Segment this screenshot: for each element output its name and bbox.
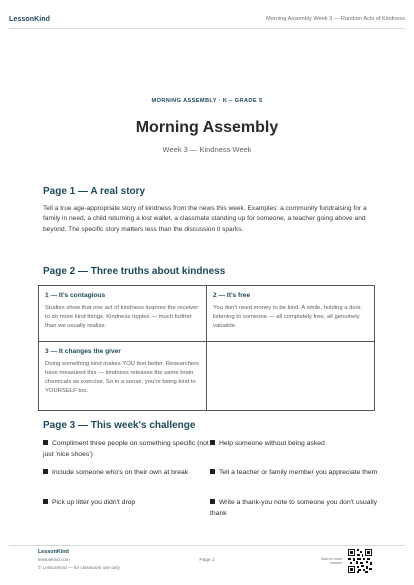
footer-website: lessonkind.com <box>38 557 70 562</box>
challenge-text: Tell a teacher or family member you appreciate them <box>219 469 378 476</box>
challenge-item <box>210 497 378 519</box>
checkbox-square-icon <box>210 499 215 504</box>
truth-cell <box>39 286 207 342</box>
top-header <box>9 12 405 26</box>
truth-text: Doing something kind makes YOU feel better. Researchers have measured this — kindness releases the same brain chemicals as exercise. So in a sense, you're being kind to YOURSELF too. <box>45 361 200 394</box>
eyebrow-label: MORNING ASSEMBLY · K – GRADE 5 <box>151 98 263 104</box>
checkbox-square-icon <box>43 499 48 504</box>
footer-divider <box>9 545 405 546</box>
checkbox-square-icon <box>43 469 48 474</box>
challenge-text: Pick up litter you didn't drop <box>52 499 136 506</box>
truth-text: Studies show that one act of kindness inspires the receiver to do more kind things. Kindness ripples — much further than we usually realize. <box>45 305 199 329</box>
footer-page-number: Page 1 <box>199 558 215 563</box>
truth-cell <box>39 342 207 410</box>
challenge-item <box>43 467 211 478</box>
challenge-text: Write a thank-you note to someone you don't usually thank <box>210 499 377 517</box>
challenge-item <box>210 438 378 449</box>
challenge-text: Include someone who's on their own at break <box>52 469 189 476</box>
checkbox-square-icon <box>43 440 48 445</box>
section-body-page1: Tell a true age-appropriate story of kindness from the news this week. Examples: a community fundraising for a family in need, a child returning a lost wallet, a classmate standing up for someone, a teacher going above and beyond. The specific story matters less than the discussion it sparks. <box>43 205 367 233</box>
page-subtitle: Week 3 — Kindness Week <box>162 145 252 154</box>
truths-table <box>38 285 375 411</box>
checkbox-square-icon <box>210 440 215 445</box>
checkbox-square-icon <box>210 469 215 474</box>
challenge-text: Compliment three people on something specific (not just 'nice shoes') <box>43 440 209 458</box>
truth-title: 2 — It's free <box>213 292 251 299</box>
qr-code-icon <box>347 548 373 574</box>
challenge-item <box>43 497 211 508</box>
brand-logo-text: LessonKind <box>9 15 51 23</box>
section-heading-page2: Page 2 — Three truths about kindness <box>43 266 226 277</box>
empty-cell <box>207 342 374 410</box>
truth-title: 3 — It changes the giver <box>45 348 121 355</box>
page-title: Morning Assembly <box>135 119 279 136</box>
truth-text: You don't need money to be kind. A smile, holding a door, listening to someone — all completely free, all genuinely valuable. <box>213 305 363 329</box>
truth-cell <box>207 286 374 342</box>
header-divider <box>9 28 405 29</box>
challenge-text: Help someone without being asked <box>219 440 325 447</box>
section-heading-page1: Page 1 — A real story <box>43 186 146 197</box>
truth-title: 1 — It's contagious <box>45 292 106 299</box>
footer-brand: LessonKind <box>38 549 69 555</box>
footer-copyright: © LessonKind — for classroom use only <box>38 565 120 570</box>
challenge-item <box>43 438 211 460</box>
footer-scan-note: Scan for more lessons <box>320 557 342 566</box>
challenge-item <box>210 467 378 478</box>
section-heading-page3: Page 3 — This week's challenge <box>43 420 196 431</box>
header-document-title: Morning Assembly Week 3 — Random Acts of Kindness <box>266 16 405 22</box>
